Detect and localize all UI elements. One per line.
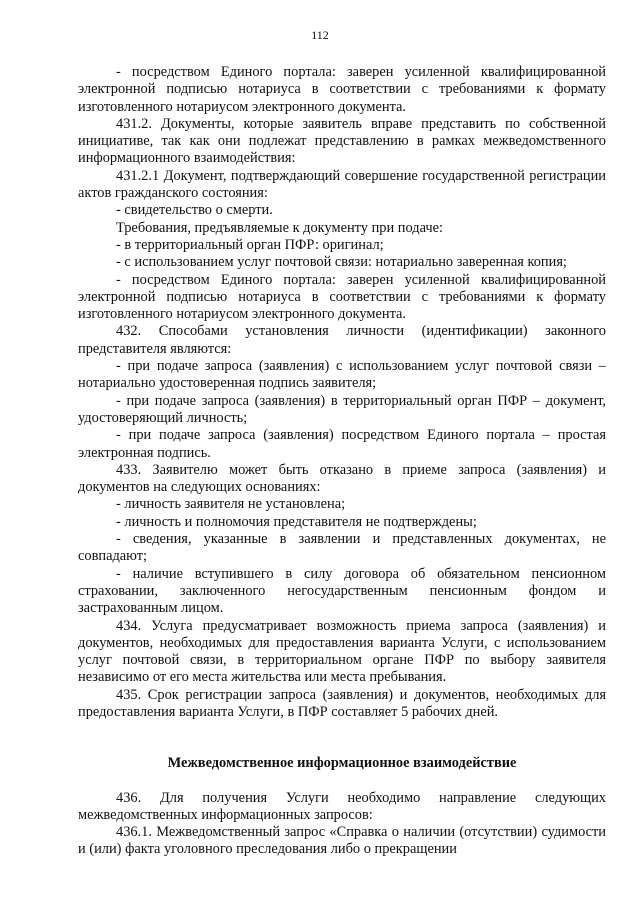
paragraph: 431.2. Документы, которые заявитель вправе представить по собственной инициативе, так как они подлежат представлению в рамках межведомственного информационного взаимодействия: bbox=[78, 115, 606, 167]
paragraph: 434. Услуга предусматривает возможность приема запроса (заявления) и документов, необходимых для предоставления варианта Услуги, с использованием услуг почтовой связи, в территориальном органе ПФР по выбору заявителя независимо от его места жительства или места пребывания. bbox=[78, 617, 606, 686]
paragraph: 431.2.1 Документ, подтверждающий совершение государственной регистрации актов гражданского состояния: bbox=[78, 167, 606, 202]
paragraph: 432. Способами установления личности (идентификации) законного представителя являются: bbox=[78, 323, 606, 357]
paragraph: - при подаче запроса (заявления) посредством Единого портала – простая электронная подпись. bbox=[78, 427, 606, 461]
paragraph: 433. Заявителю может быть отказано в приеме запроса (заявления) и документов на следующих основаниях: bbox=[78, 461, 606, 496]
section-heading: Межведомственное информационное взаимодействие bbox=[167, 755, 517, 772]
paragraph: - посредством Единого портала: заверен усиленной квалифицированной электронной подписью нотариуса в соответствии с требованиями к формату изготовленного нотариусом электронного документа. bbox=[78, 64, 606, 115]
document-body bbox=[78, 64, 606, 859]
paragraph: - в территориальный орган ПФР: оригинал; bbox=[116, 236, 384, 253]
paragraph: - личность заявителя не установлена; bbox=[116, 496, 346, 513]
paragraph: - при подаче запроса (заявления) в территориальный орган ПФР – документ, удостоверяющий личность; bbox=[78, 392, 606, 426]
paragraph: - свидетельство о смерти. bbox=[116, 202, 273, 219]
page-number: 112 bbox=[311, 28, 329, 42]
spacer bbox=[78, 721, 606, 755]
paragraph: Требования, предъявляемые к документу при подаче: bbox=[116, 219, 443, 236]
paragraph: 435. Срок регистрации запроса (заявления) и документов, необходимых для предоставления варианта Услуги, в ПФР составляет 5 рабочих дней. bbox=[78, 686, 606, 720]
paragraph: 436. Для получения Услуги необходимо направление следующих межведомственных информационных запросов: bbox=[78, 789, 606, 823]
paragraph: - наличие вступившего в силу договора об обязательном пенсионном страховании, заключенного негосударственным пенсионным фондом и застрахованным лицом. bbox=[78, 565, 606, 617]
paragraph: - сведения, указанные в заявлении и представленных документах, не совпадают; bbox=[78, 531, 606, 565]
paragraph: - личность и полномочия представителя не подтверждены; bbox=[116, 513, 477, 530]
paragraph: - при подаче запроса (заявления) с использованием услуг почтовой связи – нотариально удостоверенная подпись заявителя; bbox=[78, 358, 606, 392]
spacer bbox=[78, 773, 606, 790]
paragraph: 436.1. Межведомственный запрос «Справка о наличии (отсутствии) судимости и (или) факта уголовного преследования либо о прекращении bbox=[78, 824, 606, 858]
paragraph: - с использованием услуг почтовой связи: нотариально заверенная копия; bbox=[116, 254, 567, 271]
paragraph: - посредством Единого портала: заверен усиленной квалифицированной электронной подписью нотариуса в соответствии с требованиями к формату изготовленного нотариусом электронного документа. bbox=[78, 271, 606, 323]
